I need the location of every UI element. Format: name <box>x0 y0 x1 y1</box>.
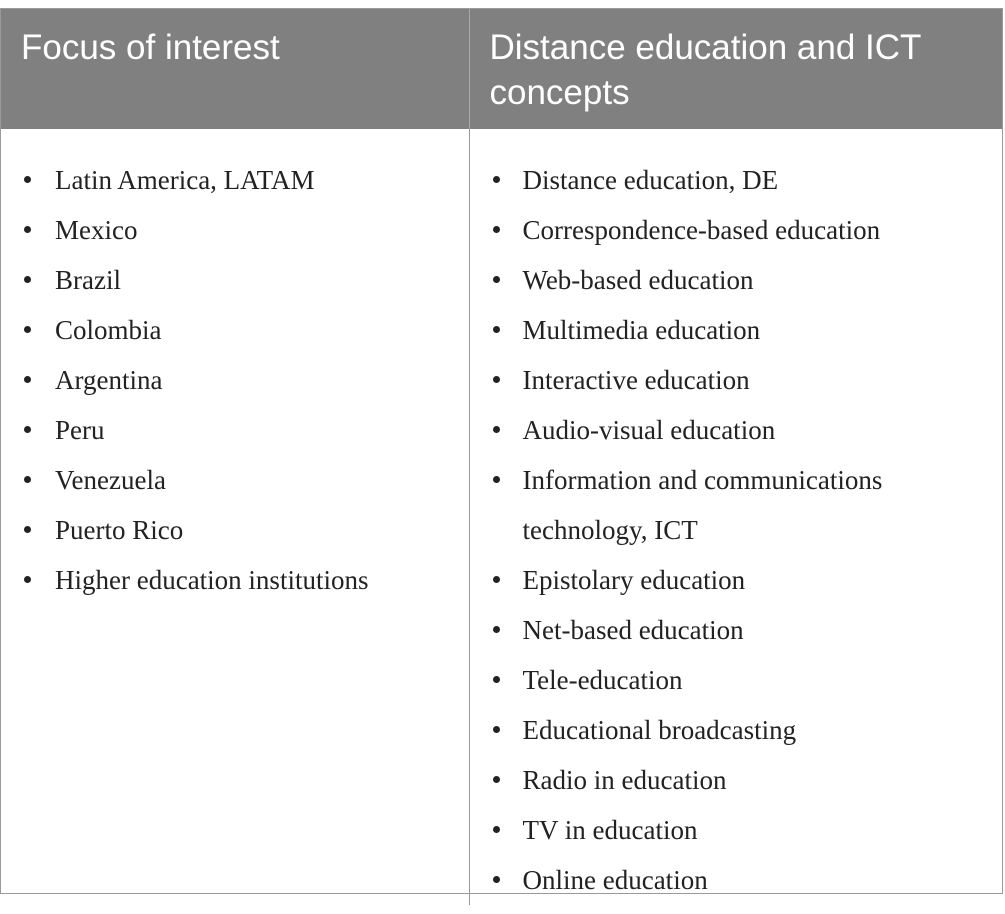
bullet-icon <box>493 226 500 233</box>
bullet-icon <box>24 526 31 533</box>
list-item <box>1 255 469 305</box>
bullet-icon <box>493 376 500 383</box>
list-item-text: TV in education <box>522 815 698 845</box>
list-item <box>1 405 469 455</box>
list-item <box>1 455 469 505</box>
list-item-text: Multimedia education <box>522 315 761 345</box>
list-item <box>470 155 1003 205</box>
bullet-icon <box>24 176 31 183</box>
bullet-icon <box>493 676 500 683</box>
bullet-icon <box>493 326 500 333</box>
list-item-text: Tele-education <box>522 665 683 695</box>
bullet-icon <box>24 226 31 233</box>
bullet-icon <box>24 276 31 283</box>
list-item-text: Argentina <box>55 365 163 395</box>
list-item <box>1 205 469 255</box>
list-item <box>470 805 1003 855</box>
list-item-text: Net-based education <box>522 615 744 645</box>
list-item-text: Audio-visual education <box>522 415 776 445</box>
table-row <box>1 129 1002 905</box>
header-focus-of-interest: Focus of interest <box>1 9 469 129</box>
bullet-icon <box>24 426 31 433</box>
list-item-text: Interactive education <box>522 365 750 395</box>
list-item-text: Peru <box>55 415 105 445</box>
bullet-icon <box>493 776 500 783</box>
search-terms-table <box>0 8 1003 894</box>
list-item-text: Online education <box>522 865 708 895</box>
list-item-text: Mexico <box>55 215 138 245</box>
bullet-icon <box>493 576 500 583</box>
bullet-icon <box>24 476 31 483</box>
list-item <box>470 355 1003 405</box>
bullet-icon <box>493 876 500 883</box>
header-distance-education-concepts: Distance education and ICT concepts <box>469 9 1002 129</box>
list-item-text: Venezuela <box>55 465 166 495</box>
focus-of-interest-list <box>1 129 469 605</box>
list-item-text: Web-based education <box>522 265 754 295</box>
list-item <box>470 555 1003 605</box>
concepts-cell <box>469 129 1002 905</box>
list-item-text: Latin America, LATAM <box>55 165 315 195</box>
bullet-icon <box>493 826 500 833</box>
list-item-text: Educational broadcasting <box>522 715 797 745</box>
table-header-row <box>1 9 1002 129</box>
list-item <box>1 505 469 555</box>
list-item-text: Distance education, DE <box>522 165 779 195</box>
list-item-text: Correspondence-based education <box>522 215 881 245</box>
bullet-icon <box>493 626 500 633</box>
list-item <box>470 305 1003 355</box>
list-item <box>1 355 469 405</box>
bullet-icon <box>24 326 31 333</box>
list-item <box>470 455 1003 555</box>
list-item <box>470 205 1003 255</box>
bullet-icon <box>493 726 500 733</box>
bullet-icon <box>493 176 500 183</box>
list-item-text: Colombia <box>55 315 162 345</box>
list-item <box>1 555 469 605</box>
list-item <box>470 705 1003 755</box>
bullet-icon <box>24 376 31 383</box>
list-item-text: Information and communications technology, ICT <box>522 465 883 545</box>
list-item <box>470 605 1003 655</box>
concepts-list <box>470 129 1003 905</box>
list-item <box>470 855 1003 905</box>
bullet-icon <box>24 576 31 583</box>
bullet-icon <box>493 426 500 433</box>
list-item-text: Puerto Rico <box>55 515 184 545</box>
table <box>1 9 1002 905</box>
list-item-text: Brazil <box>55 265 121 295</box>
list-item <box>1 155 469 205</box>
bullet-icon <box>493 276 500 283</box>
list-item-text: Higher education institutions <box>55 565 369 595</box>
list-item-text: Radio in education <box>522 765 727 795</box>
list-item <box>470 755 1003 805</box>
list-item <box>470 405 1003 455</box>
list-item <box>1 305 469 355</box>
list-item <box>470 655 1003 705</box>
list-item <box>470 255 1003 305</box>
bullet-icon <box>493 476 500 483</box>
list-item-text: Epistolary education <box>522 565 746 595</box>
focus-of-interest-cell <box>1 129 469 905</box>
